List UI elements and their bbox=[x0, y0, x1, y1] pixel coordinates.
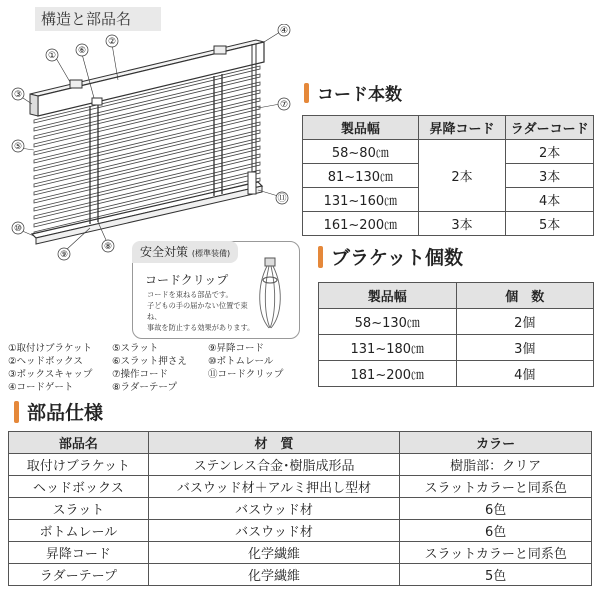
structure-title: 構造と部品名 bbox=[35, 7, 161, 31]
heading-accent-bar bbox=[318, 246, 323, 268]
table-cell: 樹脂部：クリア bbox=[400, 454, 592, 476]
callout-5: ⑤ bbox=[13, 142, 23, 152]
table-cell: 化学繊維 bbox=[148, 542, 400, 564]
table-cell: 3本 bbox=[418, 212, 506, 236]
cord-count-heading: コード本数 bbox=[304, 80, 402, 105]
table-cell: ラダーテープ bbox=[9, 564, 149, 586]
table-cell: 3本 bbox=[506, 164, 594, 188]
table-cell: 131~180㎝ bbox=[319, 335, 457, 361]
bracket-left bbox=[70, 80, 82, 88]
table-cell: バスウッド材 bbox=[148, 520, 400, 542]
table-cell: 58~80㎝ bbox=[303, 140, 419, 164]
cord-clip-title: コードクリップ bbox=[145, 273, 229, 287]
callout-2: ② bbox=[107, 37, 117, 47]
table-cell: 6色 bbox=[400, 520, 592, 542]
safety-tab: 安全対策 (標準装備) bbox=[132, 241, 238, 263]
legend-item: ⑦操作コード bbox=[112, 369, 169, 380]
cord-clip bbox=[248, 172, 256, 194]
head-box bbox=[30, 40, 264, 116]
table-cell: 3個 bbox=[456, 335, 593, 361]
table-cell: 5本 bbox=[506, 212, 594, 236]
legend-item: ①取付けブラケット bbox=[8, 343, 93, 354]
blind-diagram bbox=[8, 24, 308, 264]
legend-item: ⑨昇降コード bbox=[208, 343, 265, 354]
callout-10: ⑩ bbox=[13, 224, 23, 234]
table-cell: スラットカラーと同系色 bbox=[400, 542, 592, 564]
table-cell: 2本 bbox=[418, 140, 506, 212]
table-cell: ボトムレール bbox=[9, 520, 149, 542]
table-header: 材 質 bbox=[148, 432, 400, 454]
callout-1: ① bbox=[47, 51, 57, 61]
table-cell: 4本 bbox=[506, 188, 594, 212]
callout-7: ⑦ bbox=[279, 100, 289, 110]
table-cell: 取付けブラケット bbox=[9, 454, 149, 476]
table-cell: 昇降コード bbox=[9, 542, 149, 564]
callout-11: ⑪ bbox=[277, 194, 287, 204]
heading-accent-bar bbox=[14, 401, 19, 423]
table-cell: 6色 bbox=[400, 498, 592, 520]
table-cell: 181~200㎝ bbox=[319, 361, 457, 387]
table-cell: バスウッド材＋アルミ押出し型材 bbox=[148, 476, 400, 498]
bracket-right bbox=[214, 46, 226, 54]
callout-8: ⑧ bbox=[103, 242, 113, 252]
cord-clip-illustration bbox=[253, 256, 289, 334]
cord-count-table bbox=[302, 115, 594, 236]
table-header: 製品幅 bbox=[303, 116, 419, 140]
table-cell: スラット bbox=[9, 498, 149, 520]
table-header: 部品名 bbox=[9, 432, 149, 454]
legend-item: ②ヘッドボックス bbox=[8, 356, 83, 367]
safety-box bbox=[132, 241, 300, 339]
slat-retainer bbox=[92, 98, 102, 105]
table-cell: 4個 bbox=[456, 361, 593, 387]
table-cell: 2個 bbox=[456, 309, 593, 335]
table-cell: 5色 bbox=[400, 564, 592, 586]
legend-item: ④コードゲート bbox=[8, 382, 74, 393]
table-cell: 161~200㎝ bbox=[303, 212, 419, 236]
bracket-count-table bbox=[318, 282, 594, 387]
parts-spec-table bbox=[8, 431, 592, 586]
legend-item: ⑪コードクリップ bbox=[208, 369, 284, 380]
cord-clip-description: コードを束ねる部品です。 子どもの手の届かない位置で束ね、 事故を防止する効果があります。 bbox=[147, 290, 255, 332]
callout-3: ③ bbox=[13, 90, 23, 100]
heading-accent-bar bbox=[304, 83, 309, 103]
table-header: 製品幅 bbox=[319, 283, 457, 309]
legend-item: ⑧ラダーテープ bbox=[112, 382, 177, 393]
callout-6: ⑥ bbox=[77, 46, 87, 56]
legend-item: ⑩ボトムレール bbox=[208, 356, 274, 367]
parts-spec-heading: 部品仕様 bbox=[14, 398, 103, 425]
table-cell: 81~130㎝ bbox=[303, 164, 419, 188]
table-cell: バスウッド材 bbox=[148, 498, 400, 520]
table-cell: ステンレス合金･樹脂成形品 bbox=[148, 454, 400, 476]
table-cell: 58~130㎝ bbox=[319, 309, 457, 335]
table-cell: 化学繊維 bbox=[148, 564, 400, 586]
table-header: カラー bbox=[400, 432, 592, 454]
legend-item: ⑥スラット押さえ bbox=[112, 356, 187, 367]
table-cell: スラットカラーと同系色 bbox=[400, 476, 592, 498]
callout-4: ④ bbox=[279, 26, 289, 36]
table-header: 個 数 bbox=[456, 283, 593, 309]
bracket-count-heading: ブラケット個数 bbox=[318, 243, 463, 270]
callout-9: ⑨ bbox=[59, 250, 69, 260]
table-cell: ヘッドボックス bbox=[9, 476, 149, 498]
table-header: ラダーコード bbox=[506, 116, 594, 140]
table-header: 昇降コード bbox=[418, 116, 506, 140]
table-cell: 2本 bbox=[506, 140, 594, 164]
legend-item: ③ボックスキャップ bbox=[8, 369, 93, 380]
legend-item: ⑤スラット bbox=[112, 343, 159, 354]
table-cell: 131~160㎝ bbox=[303, 188, 419, 212]
